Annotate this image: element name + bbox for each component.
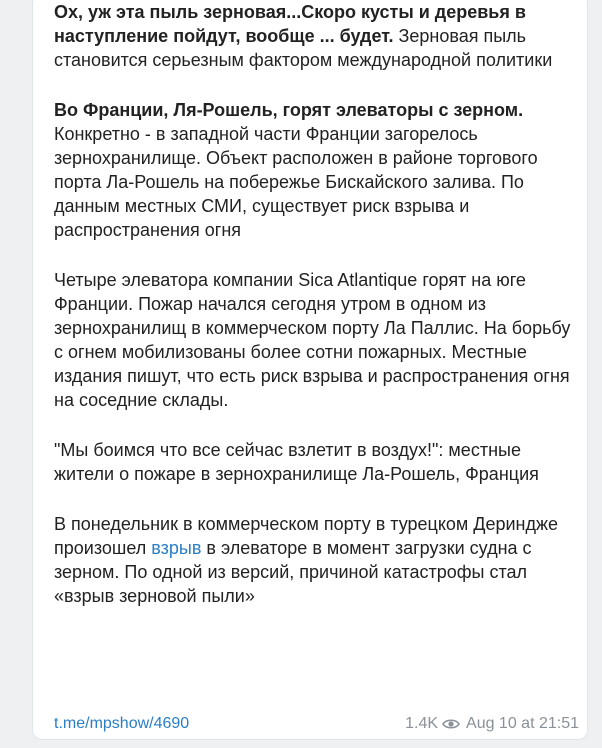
paragraph-4: "Мы боимся что все сейчас взлетит в воздух!": местные жители о пожаре в зернохранилище Ла-Рошель, Франция: [54, 440, 539, 484]
message-date: Aug 10 at 21:51: [466, 715, 579, 732]
message-text: [54, 0, 584, 634]
paragraph-5-before: В понедельник в коммерческом порту в турецком Дериндже произошел: [54, 514, 559, 558]
paragraph-2-text: Конкретно - в западной части Франции загорелось зернохранилище. Объект расположен в районе торгового порта Ла-Рошель на побережье Бискайского залива. По данным местных СМИ, существует риск взрыва и распространения огня: [54, 124, 538, 240]
paragraph-2-bold: Во Франции, Ля-Рошель, горят элеваторы с зерном.: [54, 100, 524, 120]
paragraph-3: Четыре элеватора компании Sica Atlantique горят на юге Франции. Пожар начался сегодня утром в одном из зернохранилищ в коммерческом порту Ла Паллис. На борьбу с огнем мобилизованы более сотни пожарных. Местные издания пишут, что есть риск взрыва и распространения огня на соседние склады.: [54, 270, 571, 410]
message-footer: [54, 712, 584, 736]
paragraph-5: [54, 512, 584, 608]
paragraph-1-text: Зерновая пыль становится серьезным фактором международной политики: [54, 26, 553, 70]
paragraph-5-after: в элеваторе в момент загрузки судна с зерном. По одной из версий, причиной катастрофы стал «взрыв зерновой пыли»: [54, 538, 532, 606]
paragraph-1-bold: Ох, уж эта пыль зерновая...Скоро кусты и деревья в наступление пойдут, вообще ... будет.: [54, 2, 526, 46]
post-link[interactable]: t.me/mpshow/4690: [54, 715, 190, 732]
eye-icon: [442, 715, 460, 739]
explosion-link[interactable]: взрыв: [151, 538, 202, 558]
views-count: 1.4K: [405, 715, 439, 732]
paragraph-1: [54, 0, 584, 72]
message-meta: [405, 712, 579, 739]
paragraph-2: [54, 98, 584, 242]
